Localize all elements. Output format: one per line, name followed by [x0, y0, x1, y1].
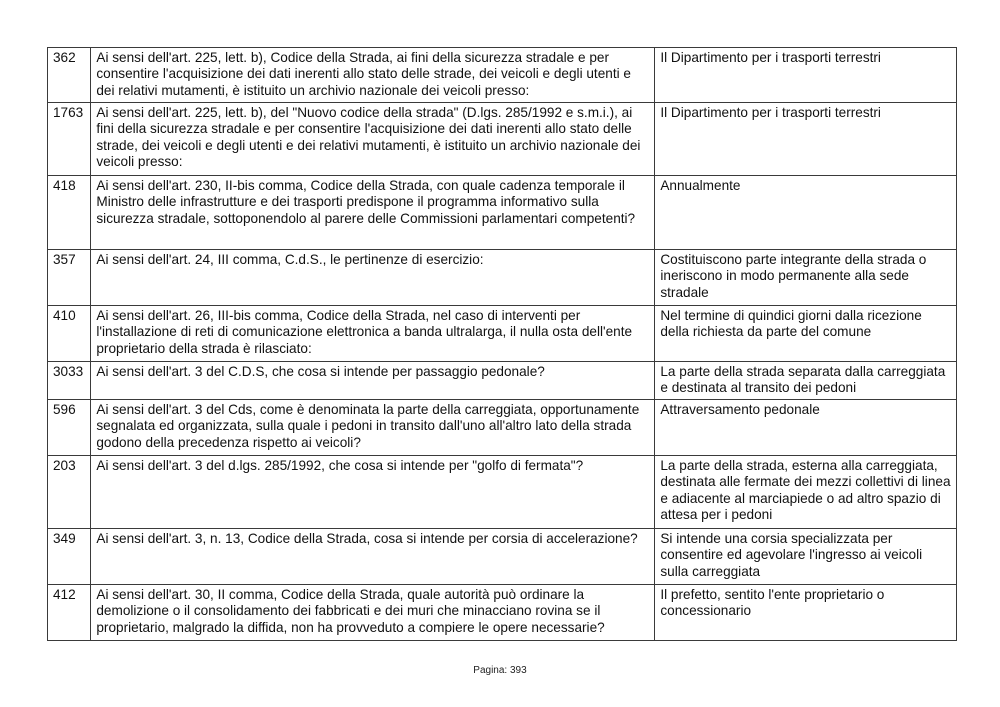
table-row [48, 176, 957, 250]
answer-text: La parte della strada, esterna alla carreggiata, destinata alle fermate dei mezzi collettivi di linea e adiacente al marciapiede o ad altro spazio di attesa per i pedoni [655, 456, 957, 529]
table-row [48, 529, 957, 585]
answer-text: Annualmente [655, 176, 957, 250]
question-id: 362 [48, 48, 91, 103]
table-row [48, 250, 957, 306]
questions-table [47, 47, 957, 641]
table-row [48, 456, 957, 529]
table-row [48, 585, 957, 641]
answer-text: La parte della strada separata dalla carreggiata e destinata al transito dei pedoni [655, 362, 957, 400]
answer-text: Il Dipartimento per i trasporti terrestri [655, 48, 957, 103]
answer-text: Il Dipartimento per i trasporti terrestri [655, 103, 957, 176]
answer-text: Nel termine di quindici giorni dalla ricezione della richiesta da parte del comune [655, 306, 957, 362]
question-text: Ai sensi dell'art. 225, lett. b), del "Nuovo codice della strada" (D.lgs. 285/1992 e s.m.i.), ai fini della sicurezza stradale e per consentire l'acquisizione dei dati inerenti allo stato delle strade, dei veicoli e degli utenti e dei relativi mutamenti, è istituito un archivio nazionale dei veicoli presso: [91, 103, 655, 176]
answer-text: Il prefetto, sentito l'ente proprietario o concessionario [655, 585, 957, 641]
table-row [48, 103, 957, 176]
question-id: 3033 [48, 362, 91, 400]
question-text: Ai sensi dell'art. 3 del Cds, come è denominata la parte della carreggiata, opportunamente segnalata ed organizzata, sulla quale i pedoni in transito dall'uno all'altro lato della strada godono della precedenza rispetto ai veicoli? [91, 400, 655, 456]
table-row [48, 48, 957, 103]
question-id: 357 [48, 250, 91, 306]
answer-text: Si intende una corsia specializzata per consentire ed agevolare l'ingresso ai veicoli sulla carreggiata [655, 529, 957, 585]
question-text: Ai sensi dell'art. 3 del d.lgs. 285/1992, che cosa si intende per "golfo di fermata"? [91, 456, 655, 529]
page-number: Pagina: 393 [473, 665, 527, 676]
question-text: Ai sensi dell'art. 26, III-bis comma, Codice della Strada, nel caso di interventi per l'installazione di reti di comunicazione elettronica a banda ultralarga, il nulla osta dell'ente proprietario della strada è rilasciato: [91, 306, 655, 362]
table-row [48, 306, 957, 362]
question-id: 1763 [48, 103, 91, 176]
answer-text: Attraversamento pedonale [655, 400, 957, 456]
question-text: Ai sensi dell'art. 230, II-bis comma, Codice della Strada, con quale cadenza temporale il Ministro delle infrastrutture e dei trasporti predispone il programma informativo sulla sicurezza stradale, sottoponendolo al parere delle Commissioni parlamentari competenti? [91, 176, 655, 250]
question-id: 412 [48, 585, 91, 641]
question-text: Ai sensi dell'art. 24, III comma, C.d.S., le pertinenze di esercizio: [91, 250, 655, 306]
question-id: 349 [48, 529, 91, 585]
question-text: Ai sensi dell'art. 30, II comma, Codice della Strada, quale autorità può ordinare la demolizione o il consolidamento dei fabbricati e dei muri che minacciano rovina se il proprietario, malgrado la diffida, non ha provveduto a compiere le opere necessarie? [91, 585, 655, 641]
answer-text: Costituiscono parte integrante della strada o ineriscono in modo permanente alla sede stradale [655, 250, 957, 306]
table-row [48, 400, 957, 456]
question-id: 410 [48, 306, 91, 362]
question-text: Ai sensi dell'art. 3, n. 13, Codice della Strada, cosa si intende per corsia di accelerazione? [91, 529, 655, 585]
question-text: Ai sensi dell'art. 3 del C.D.S, che cosa si intende per passaggio pedonale? [91, 362, 655, 400]
question-id: 203 [48, 456, 91, 529]
question-id: 596 [48, 400, 91, 456]
table-row [48, 362, 957, 400]
question-text: Ai sensi dell'art. 225, lett. b), Codice della Strada, ai fini della sicurezza stradale e per consentire l'acquisizione dei dati inerenti allo stato delle strade, dei veicoli e degli utenti e dei relativi mutamenti, è istituito un archivio nazionale dei veicoli presso: [91, 48, 655, 103]
question-id: 418 [48, 176, 91, 250]
